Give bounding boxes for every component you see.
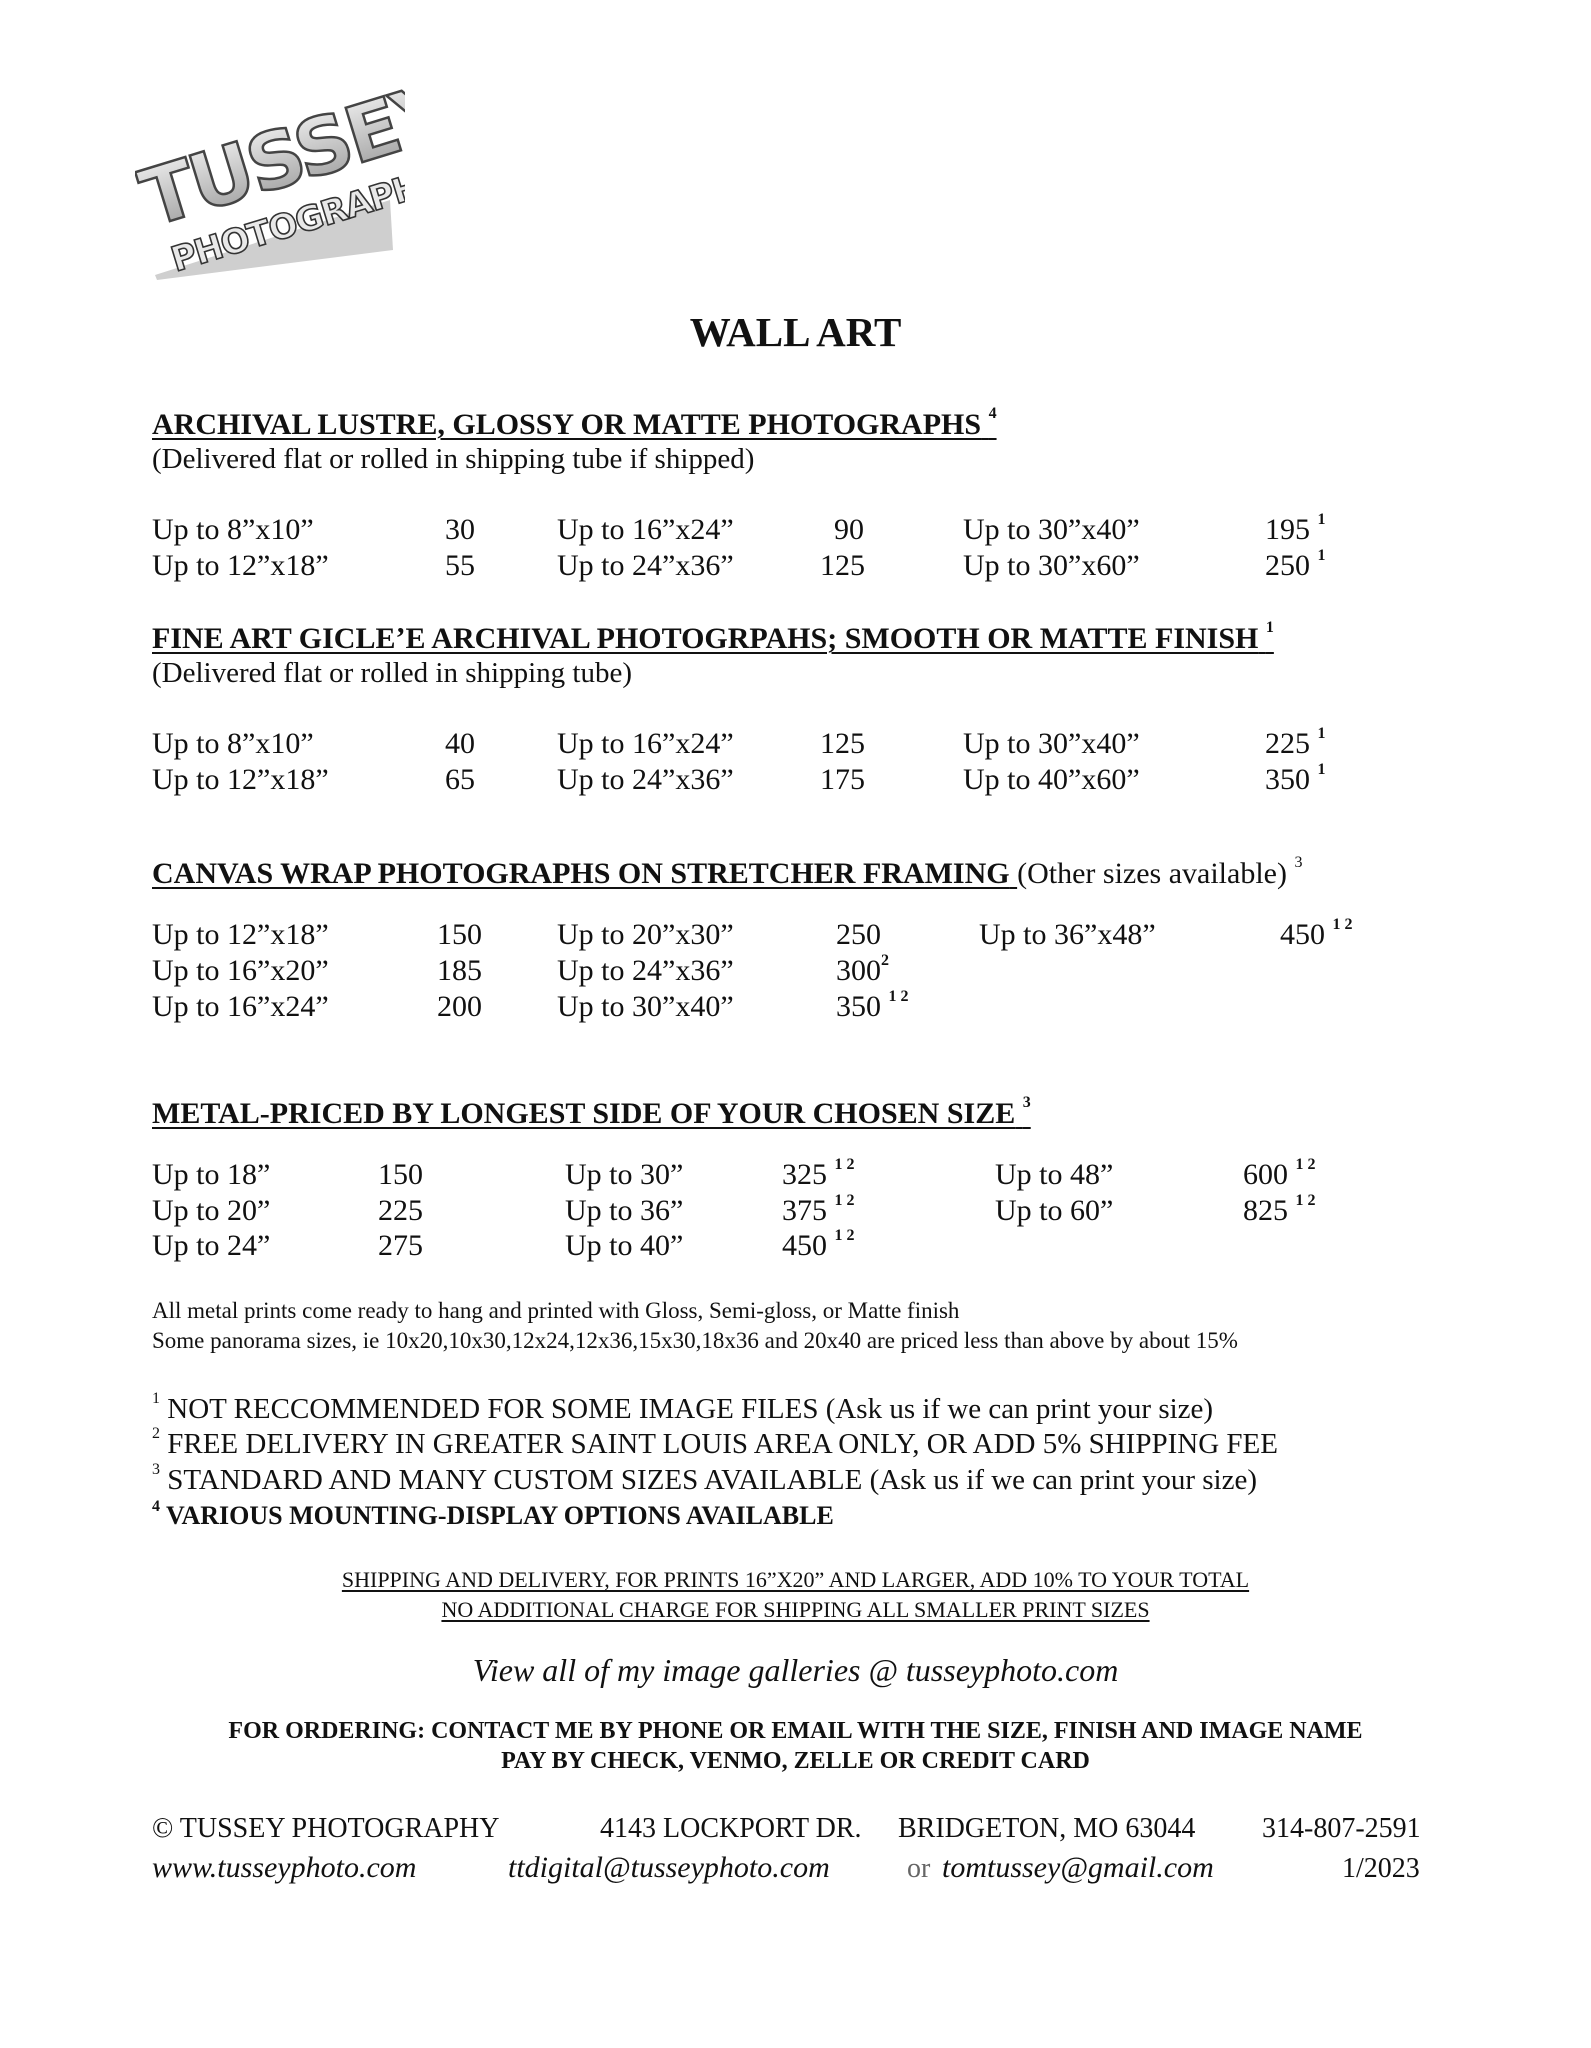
- metal-note: All metal prints come ready to hang and printed with Gloss, Semi-gloss, or Matte finish: [152, 1298, 960, 1323]
- section-subheading-archival: (Delivered flat or rolled in shipping tube if shipped): [152, 443, 755, 475]
- email-link[interactable]: tomtussey@gmail.com: [942, 1851, 1214, 1884]
- price-value: 325 $^{1 2}$: [782, 1156, 855, 1191]
- section-heading-archival: ARCHIVAL LUSTRE, GLOSSY OR MATTE PHOTOGRAPHS $^4$: [152, 405, 997, 441]
- email-link[interactable]: ttdigital@tusseyphoto.com: [508, 1851, 830, 1884]
- price-size: Up to 40”: [565, 1229, 684, 1262]
- price-value: 275: [378, 1229, 423, 1262]
- price-value: 375 $^{1 2}$: [782, 1192, 855, 1227]
- price-size: Up to 36”: [565, 1194, 684, 1227]
- price-value: 65: [445, 763, 475, 796]
- price-value: 250: [836, 918, 881, 951]
- price-size: Up to 18”: [152, 1158, 271, 1191]
- section-heading-canvas: CANVAS WRAP PHOTOGRAPHS ON STRETCHER FRAMING (Other sizes available) $^3$: [152, 854, 1303, 890]
- phone: 314-807-2591: [1262, 1813, 1421, 1844]
- price-size: Up to 16”x24”: [557, 513, 734, 546]
- price-value: 195 $^1$: [1265, 511, 1326, 546]
- footnote: $^3$ STANDARD AND MANY CUSTOM SIZES AVAILABLE (Ask us if we can print your size): [152, 1461, 1257, 1496]
- price-size: Up to 36”x48”: [979, 918, 1156, 951]
- price-size: Up to 48”: [995, 1158, 1114, 1191]
- price-value: 90: [834, 513, 864, 546]
- price-size: Up to 20”: [152, 1194, 271, 1227]
- price-size: Up to 30”x40”: [963, 727, 1140, 760]
- price-size: Up to 12”x18”: [152, 918, 329, 951]
- price-value: 150: [437, 918, 482, 951]
- price-size: Up to 12”x18”: [152, 549, 329, 582]
- svg-text:TUSSEY: TUSSEY: [135, 80, 405, 245]
- footnote: $^4$ VARIOUS MOUNTING-DISPLAY OPTIONS AVAILABLE: [152, 1498, 834, 1530]
- price-size: Up to 30”: [565, 1158, 684, 1191]
- price-value: 200: [437, 990, 482, 1023]
- or-separator: or: [907, 1853, 931, 1884]
- price-value: 350 $^{1 2}$: [836, 988, 909, 1023]
- price-value: 55: [445, 549, 475, 582]
- price-value: 450 $^{1 2}$: [1280, 916, 1353, 951]
- price-value: 250 $^1$: [1265, 547, 1326, 582]
- price-value: 125: [820, 727, 865, 760]
- price-value: 225: [378, 1194, 423, 1227]
- price-size: Up to 16”x24”: [152, 990, 329, 1023]
- ordering-info: FOR ORDERING: CONTACT ME BY PHONE OR EMAIL WITH THE SIZE, FINISH AND IMAGE NAME: [228, 1718, 1363, 1744]
- section-heading-metal: METAL-PRICED BY LONGEST SIDE OF YOUR CHOSEN SIZE $^3$: [152, 1094, 1031, 1130]
- copyright: © TUSSEY PHOTOGRAPHY: [152, 1813, 500, 1844]
- price-value: 40: [445, 727, 475, 760]
- city: BRIDGETON, MO 63044: [898, 1813, 1196, 1844]
- payment-info: PAY BY CHECK, VENMO, ZELLE OR CREDIT CARD: [501, 1748, 1090, 1774]
- website-link[interactable]: www.tusseyphoto.com: [152, 1851, 417, 1884]
- price-size: Up to 8”x10”: [152, 727, 314, 760]
- shipping-note: NO ADDITIONAL CHARGE FOR SHIPPING ALL SMALLER PRINT SIZES: [441, 1597, 1150, 1622]
- price-value: 825 $^{1 2}$: [1243, 1192, 1316, 1227]
- price-value: 150: [378, 1158, 423, 1191]
- price-size: Up to 30”x40”: [557, 990, 734, 1023]
- price-size: Up to 16”x24”: [557, 727, 734, 760]
- price-value: 600 $^{1 2}$: [1243, 1156, 1316, 1191]
- price-value: 175: [820, 763, 865, 796]
- panorama-note: Some panorama sizes, ie 10x20,10x30,12x24,12x36,15x30,18x36 and 20x40 are priced less than above by about 15%: [152, 1328, 1238, 1353]
- price-size: Up to 24”x36”: [557, 763, 734, 796]
- page-title: WALL ART: [689, 309, 902, 355]
- price-size: Up to 30”x60”: [963, 549, 1140, 582]
- section-heading-fine-art: FINE ART GICLEʼE ARCHIVAL PHOTOGRPAHS; SMOOTH OR MATTE FINISH $^1$: [152, 619, 1274, 655]
- price-value: 125: [820, 549, 865, 582]
- price-size: Up to 24”: [152, 1229, 271, 1262]
- price-size: Up to 60”: [995, 1194, 1114, 1227]
- price-value: 185: [437, 954, 482, 987]
- price-size: Up to 16”x20”: [152, 954, 329, 987]
- section-subheading-fine-art: (Delivered flat or rolled in shipping tube): [152, 657, 632, 689]
- price-size: Up to 40”x60”: [963, 763, 1140, 796]
- footnote: $^1$ NOT RECCOMMENDED FOR SOME IMAGE FILES (Ask us if we can print your size): [152, 1390, 1214, 1425]
- price-size: Up to 12”x18”: [152, 763, 329, 796]
- price-value: 450 $^{1 2}$: [782, 1227, 855, 1262]
- address: 4143 LOCKPORT DR.: [600, 1813, 862, 1844]
- footnote: $^2$ FREE DELIVERY IN GREATER SAINT LOUIS AREA ONLY, OR ADD 5% SHIPPING FEE: [152, 1425, 1278, 1460]
- price-size: Up to 8”x10”: [152, 513, 314, 546]
- price-value: 225 $^1$: [1265, 725, 1326, 760]
- price-size: Up to 30”x40”: [963, 513, 1140, 546]
- price-value: 350 $^1$: [1265, 761, 1326, 796]
- svg-text:PHOTOGRAPHY: PHOTOGRAPHY: [166, 159, 405, 280]
- price-value: $300^2$: [836, 952, 889, 987]
- gallery-link[interactable]: View all of my image galleries @ tusseyphoto.com: [472, 1652, 1119, 1688]
- shipping-note: SHIPPING AND DELIVERY, FOR PRINTS 16”X20” AND LARGER, ADD 10% TO YOUR TOTAL: [341, 1567, 1250, 1592]
- price-size: Up to 24”x36”: [557, 954, 734, 987]
- price-size: Up to 20”x30”: [557, 918, 734, 951]
- price-size: Up to 24”x36”: [557, 549, 734, 582]
- date: 1/2023: [1342, 1853, 1420, 1884]
- tussey-photography-logo: [135, 80, 405, 285]
- price-value: 30: [445, 513, 475, 546]
